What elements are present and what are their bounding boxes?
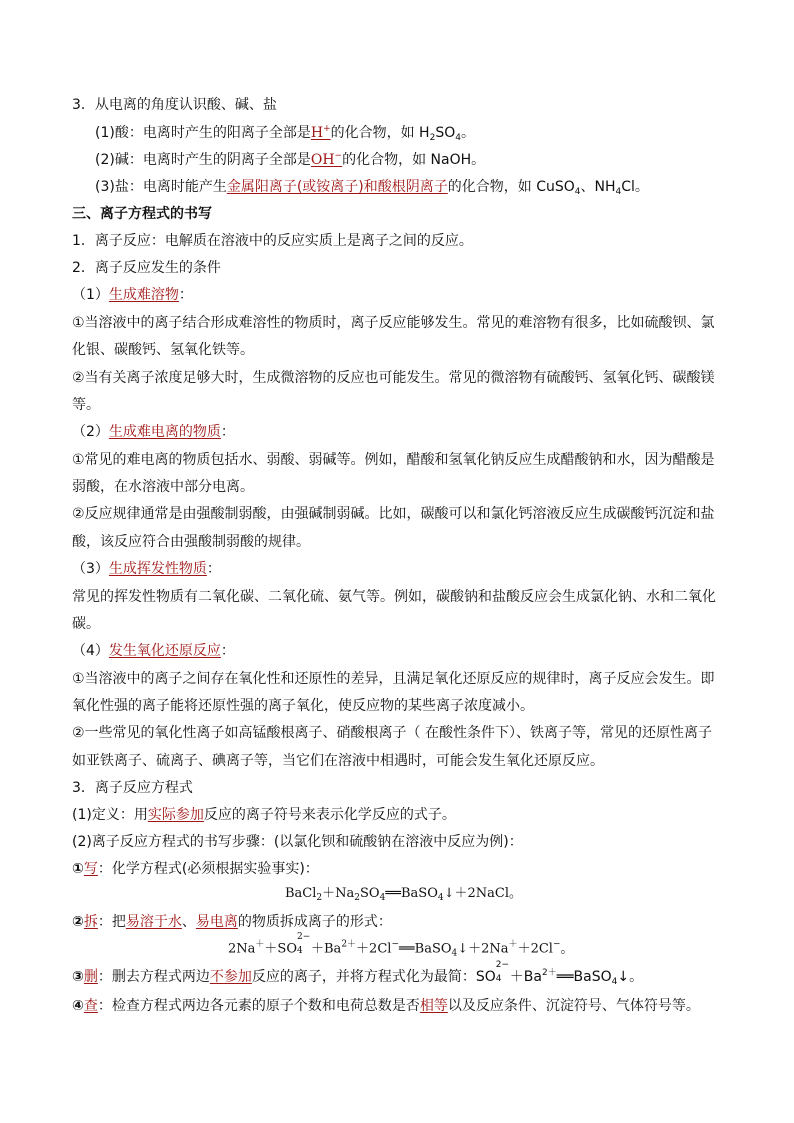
condition-2-item-1: ①常见的难电离的物质包括水、弱酸、弱碱等。例如，醋酸和氢氧化钠反应生成醋酸钠和水，因为醋酸是 xyxy=(72,452,715,468)
step-delete: ③删：删去方程式两边不参加反应的离子，并将方程式化为最简：SO 2− 4 $+Ba^{2+}══BaSO_4↓$。 xyxy=(72,960,644,987)
condition-4-item-2-cont: 如亚铁离子、硫离子、碘离子等，当它们在溶液中相遇时，可能会发生氧化还原反应。 xyxy=(72,753,604,769)
condition-1-item-2: ②当有关离子浓度足够大时，生成微溶物的反应也可能发生。常见的微溶物有硫酸钙、氢氧化钙、碳酸镁 xyxy=(72,370,715,386)
conditions-heading: 2．离子反应发生的条件 xyxy=(72,260,221,276)
step-check: ④查：检查方程式两边各元素的原子个数和电荷总数是否相等以及反应条件、沉淀符号、气体符号等。 xyxy=(72,998,700,1014)
condition-3-text: 常见的挥发性物质有二氧化碳、二氧化硫、氨气等。例如，碳酸钠和盐酸反应会生成氯化钠、水和二氧化 xyxy=(72,589,716,605)
acid-definition: (1)酸：电离时产生的阳离子全部是H+的化合物，如 $H_2SO_4$。 xyxy=(95,124,475,143)
salt-definition: (3)盐：电离时能产生金属阳离子(或铵离子)和酸根阴离子的化合物，如 CuSO$_4$、$NH_4Cl$。 xyxy=(95,179,649,197)
writing-steps-intro: (2)离子反应方程式的书写步骤：(以氯化钡和硫酸钠在溶液中反应为例)： xyxy=(72,834,523,850)
ionic-reaction-definition: 1．离子反应：电解质在溶液中的反应实质上是离子之间的反应。 xyxy=(72,233,473,249)
condition-4-item-2: ②一些常见的氧化性离子如高锰酸根离子、硝酸根离子（ 在酸性条件下）、铁离子等，常见的还原性离子 xyxy=(72,725,712,741)
ionic-equation-heading: 3．离子反应方程式 xyxy=(72,780,193,796)
condition-1-item-1: ①当溶液中的离子结合形成难溶性的物质时，离子反应能够发生。常见的难溶物有很多，比如硫酸钡、氯 xyxy=(72,315,715,331)
condition-2-item-1-cont: 弱酸，在水溶液中部分电离。 xyxy=(72,479,254,495)
ionic-split-equation: 2Na＋＋SO 2− 4 $+Ba^{2+}+2Cl^-══BaSO_4↓+2Na^++2Cl^-$。 xyxy=(228,932,574,959)
step-write: ①写：化学方程式(必须根据实验事实)： xyxy=(72,861,319,877)
base-definition: (2)碱：电离时产生的阴离子全部是OH−的化合物，如 NaOH。 xyxy=(95,151,486,168)
condition-2-item-2: ②反应规律通常是由强酸制弱酸，由强碱制弱碱。比如，碳酸可以和氯化钙溶液反应生成碳酸钙沉淀和盐 xyxy=(72,506,715,522)
step-split: ②拆：把易溶于水、易电离的物质拆成离子的形式： xyxy=(72,914,392,930)
condition-3-text-cont: 碳。 xyxy=(72,616,100,632)
chemical-equation: $BaCl_2+Na_2SO_4══BaSO_4↓+2NaCl$。 xyxy=(285,886,523,903)
condition-4-item-1-cont: 氧化性强的离子能将还原性强的离子氧化，使反应物的某些离子浓度减小。 xyxy=(72,698,534,714)
condition-3-heading: （3）生成挥发性物质： xyxy=(72,561,221,577)
condition-4-item-1: ①当溶液中的离子之间存在氧化性和还原性的差异，且满足氧化还原反应的规律时，离子反应会发生。即 xyxy=(72,671,715,687)
ionic-equation-definition: (1)定义：用实际参加反应的离子符号来表示化学反应的式子。 xyxy=(72,807,456,823)
condition-2-heading: （2）生成难电离的物质： xyxy=(72,424,235,440)
condition-4-heading: （4）发生氧化还原反应： xyxy=(72,643,235,659)
condition-1-item-1-cont: 化银、碳酸钙、氢氧化铁等。 xyxy=(72,342,254,358)
ionization-heading: 3．从电离的角度认识酸、碱、盐 xyxy=(72,97,277,113)
condition-1-heading: （1）生成难溶物： xyxy=(72,287,193,303)
condition-2-item-2-cont: 酸，该反应符合由强酸制弱酸的规律。 xyxy=(72,534,310,550)
condition-1-item-2-cont: 等。 xyxy=(72,397,100,413)
section-title: 三、离子方程式的书写 xyxy=(72,206,212,222)
